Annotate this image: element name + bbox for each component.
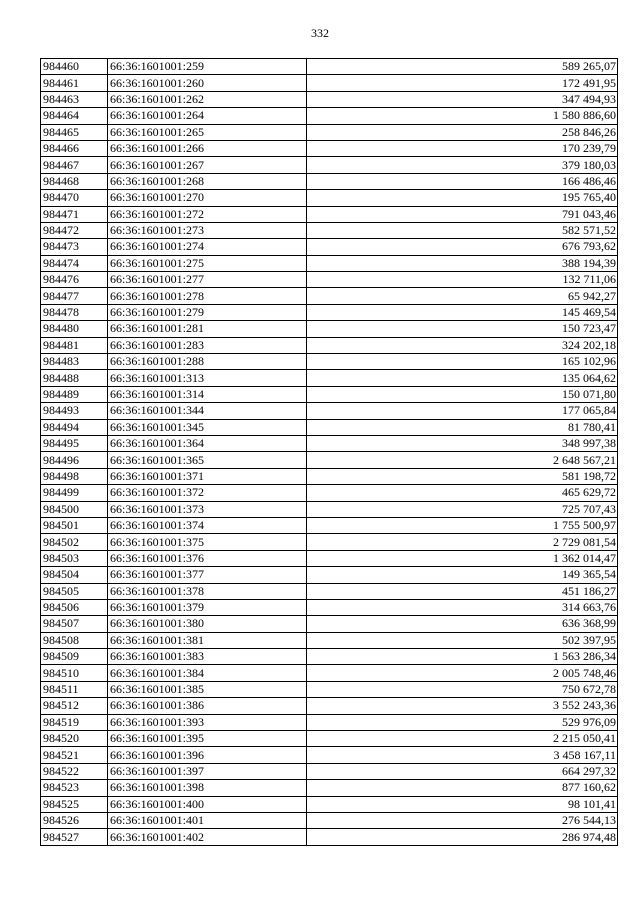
cadastral-value-cell: 1 755 500,97 xyxy=(307,517,618,533)
cadastral-value-cell: 451 186,27 xyxy=(307,583,618,599)
table-row xyxy=(41,747,618,763)
record-id-cell: 984500 xyxy=(41,501,108,517)
table-row xyxy=(41,255,618,271)
record-id-cell: 984481 xyxy=(41,337,108,353)
table-row xyxy=(41,173,618,189)
record-id-cell: 984526 xyxy=(41,812,108,828)
registry-table xyxy=(40,58,618,846)
record-id-cell: 984519 xyxy=(41,714,108,730)
cadastral-number-cell: 66:36:1601001:398 xyxy=(108,780,307,796)
table-row xyxy=(41,75,618,91)
cadastral-number-cell: 66:36:1601001:364 xyxy=(108,435,307,451)
cadastral-number-cell: 66:36:1601001:374 xyxy=(108,517,307,533)
registry-table-body xyxy=(41,59,618,846)
record-id-cell: 984493 xyxy=(41,403,108,419)
cadastral-number-cell: 66:36:1601001:375 xyxy=(108,534,307,550)
cadastral-number-cell: 66:36:1601001:365 xyxy=(108,452,307,468)
table-row xyxy=(41,59,618,75)
table-row xyxy=(41,321,618,337)
cadastral-value-cell: 791 043,46 xyxy=(307,206,618,222)
cadastral-value-cell: 3 458 167,11 xyxy=(307,747,618,763)
cadastral-number-cell: 66:36:1601001:344 xyxy=(108,403,307,419)
record-id-cell: 984477 xyxy=(41,288,108,304)
record-id-cell: 984476 xyxy=(41,272,108,288)
cadastral-number-cell: 66:36:1601001:283 xyxy=(108,337,307,353)
cadastral-number-cell: 66:36:1601001:379 xyxy=(108,599,307,615)
table-row xyxy=(41,829,618,845)
cadastral-number-cell: 66:36:1601001:381 xyxy=(108,632,307,648)
table-row xyxy=(41,206,618,222)
cadastral-value-cell: 465 629,72 xyxy=(307,485,618,501)
table-row xyxy=(41,157,618,173)
cadastral-value-cell: 177 065,84 xyxy=(307,403,618,419)
record-id-cell: 984483 xyxy=(41,354,108,370)
record-id-cell: 984470 xyxy=(41,190,108,206)
cadastral-value-cell: 589 265,07 xyxy=(307,59,618,75)
cadastral-value-cell: 170 239,79 xyxy=(307,140,618,156)
cadastral-value-cell: 1 580 886,60 xyxy=(307,108,618,124)
table-row xyxy=(41,452,618,468)
cadastral-value-cell: 276 544,13 xyxy=(307,812,618,828)
cadastral-value-cell: 132 711,06 xyxy=(307,272,618,288)
table-row xyxy=(41,419,618,435)
cadastral-value-cell: 324 202,18 xyxy=(307,337,618,353)
cadastral-number-cell: 66:36:1601001:345 xyxy=(108,419,307,435)
table-row xyxy=(41,583,618,599)
cadastral-value-cell: 529 976,09 xyxy=(307,714,618,730)
cadastral-number-cell: 66:36:1601001:288 xyxy=(108,354,307,370)
record-id-cell: 984508 xyxy=(41,632,108,648)
cadastral-number-cell: 66:36:1601001:279 xyxy=(108,304,307,320)
cadastral-number-cell: 66:36:1601001:380 xyxy=(108,616,307,632)
record-id-cell: 984466 xyxy=(41,140,108,156)
table-row xyxy=(41,288,618,304)
cadastral-number-cell: 66:36:1601001:278 xyxy=(108,288,307,304)
record-id-cell: 984494 xyxy=(41,419,108,435)
table-row xyxy=(41,780,618,796)
table-row xyxy=(41,812,618,828)
cadastral-number-cell: 66:36:1601001:281 xyxy=(108,321,307,337)
cadastral-number-cell: 66:36:1601001:402 xyxy=(108,829,307,845)
cadastral-value-cell: 379 180,03 xyxy=(307,157,618,173)
cadastral-value-cell: 347 494,93 xyxy=(307,91,618,107)
cadastral-value-cell: 2 215 050,41 xyxy=(307,731,618,747)
record-id-cell: 984523 xyxy=(41,780,108,796)
cadastral-value-cell: 150 071,80 xyxy=(307,386,618,402)
table-row xyxy=(41,714,618,730)
record-id-cell: 984471 xyxy=(41,206,108,222)
cadastral-value-cell: 166 486,46 xyxy=(307,173,618,189)
cadastral-number-cell: 66:36:1601001:266 xyxy=(108,140,307,156)
cadastral-value-cell: 582 571,52 xyxy=(307,222,618,238)
cadastral-value-cell: 3 552 243,36 xyxy=(307,698,618,714)
cadastral-number-cell: 66:36:1601001:373 xyxy=(108,501,307,517)
cadastral-value-cell: 1 563 286,34 xyxy=(307,649,618,665)
cadastral-number-cell: 66:36:1601001:270 xyxy=(108,190,307,206)
record-id-cell: 984468 xyxy=(41,173,108,189)
cadastral-number-cell: 66:36:1601001:371 xyxy=(108,468,307,484)
cadastral-value-cell: 2 005 748,46 xyxy=(307,665,618,681)
record-id-cell: 984512 xyxy=(41,698,108,714)
cadastral-number-cell: 66:36:1601001:385 xyxy=(108,681,307,697)
record-id-cell: 984467 xyxy=(41,157,108,173)
record-id-cell: 984474 xyxy=(41,255,108,271)
table-row xyxy=(41,517,618,533)
cadastral-value-cell: 388 194,39 xyxy=(307,255,618,271)
record-id-cell: 984525 xyxy=(41,796,108,812)
record-id-cell: 984460 xyxy=(41,59,108,75)
table-row xyxy=(41,681,618,697)
table-row xyxy=(41,386,618,402)
page-number: 332 xyxy=(311,26,329,40)
cadastral-number-cell: 66:36:1601001:384 xyxy=(108,665,307,681)
record-id-cell: 984522 xyxy=(41,763,108,779)
record-id-cell: 984503 xyxy=(41,550,108,566)
table-row xyxy=(41,534,618,550)
record-id-cell: 984521 xyxy=(41,747,108,763)
cadastral-value-cell: 98 101,41 xyxy=(307,796,618,812)
cadastral-value-cell: 1 362 014,47 xyxy=(307,550,618,566)
cadastral-value-cell: 348 997,38 xyxy=(307,435,618,451)
table-row xyxy=(41,140,618,156)
record-id-cell: 984480 xyxy=(41,321,108,337)
table-row xyxy=(41,91,618,107)
record-id-cell: 984472 xyxy=(41,222,108,238)
record-id-cell: 984502 xyxy=(41,534,108,550)
cadastral-number-cell: 66:36:1601001:275 xyxy=(108,255,307,271)
cadastral-number-cell: 66:36:1601001:401 xyxy=(108,812,307,828)
cadastral-value-cell: 502 397,95 xyxy=(307,632,618,648)
table-row xyxy=(41,567,618,583)
cadastral-value-cell: 165 102,96 xyxy=(307,354,618,370)
cadastral-value-cell: 581 198,72 xyxy=(307,468,618,484)
table-row xyxy=(41,468,618,484)
table-row xyxy=(41,403,618,419)
cadastral-value-cell: 725 707,43 xyxy=(307,501,618,517)
cadastral-number-cell: 66:36:1601001:314 xyxy=(108,386,307,402)
record-id-cell: 984520 xyxy=(41,731,108,747)
record-id-cell: 984488 xyxy=(41,370,108,386)
cadastral-number-cell: 66:36:1601001:259 xyxy=(108,59,307,75)
record-id-cell: 984496 xyxy=(41,452,108,468)
cadastral-number-cell: 66:36:1601001:383 xyxy=(108,649,307,665)
cadastral-value-cell: 877 160,62 xyxy=(307,780,618,796)
record-id-cell: 984527 xyxy=(41,829,108,845)
table-row xyxy=(41,599,618,615)
cadastral-number-cell: 66:36:1601001:260 xyxy=(108,75,307,91)
table-row xyxy=(41,108,618,124)
cadastral-value-cell: 258 846,26 xyxy=(307,124,618,140)
cadastral-number-cell: 66:36:1601001:274 xyxy=(108,239,307,255)
record-id-cell: 984464 xyxy=(41,108,108,124)
table-row xyxy=(41,665,618,681)
table-row xyxy=(41,616,618,632)
cadastral-number-cell: 66:36:1601001:267 xyxy=(108,157,307,173)
record-id-cell: 984511 xyxy=(41,681,108,697)
cadastral-number-cell: 66:36:1601001:268 xyxy=(108,173,307,189)
table-row xyxy=(41,124,618,140)
record-id-cell: 984489 xyxy=(41,386,108,402)
record-id-cell: 984506 xyxy=(41,599,108,615)
cadastral-value-cell: 150 723,47 xyxy=(307,321,618,337)
cadastral-value-cell: 149 365,54 xyxy=(307,567,618,583)
table-row xyxy=(41,354,618,370)
cadastral-number-cell: 66:36:1601001:377 xyxy=(108,567,307,583)
cadastral-value-cell: 145 469,54 xyxy=(307,304,618,320)
record-id-cell: 984509 xyxy=(41,649,108,665)
cadastral-number-cell: 66:36:1601001:386 xyxy=(108,698,307,714)
record-id-cell: 984461 xyxy=(41,75,108,91)
cadastral-value-cell: 195 765,40 xyxy=(307,190,618,206)
table-row xyxy=(41,550,618,566)
table-row xyxy=(41,239,618,255)
table-row xyxy=(41,731,618,747)
cadastral-value-cell: 750 672,78 xyxy=(307,681,618,697)
table-row xyxy=(41,272,618,288)
cadastral-value-cell: 314 663,76 xyxy=(307,599,618,615)
cadastral-number-cell: 66:36:1601001:372 xyxy=(108,485,307,501)
table-row xyxy=(41,649,618,665)
cadastral-number-cell: 66:36:1601001:272 xyxy=(108,206,307,222)
record-id-cell: 984463 xyxy=(41,91,108,107)
cadastral-number-cell: 66:36:1601001:397 xyxy=(108,763,307,779)
cadastral-number-cell: 66:36:1601001:396 xyxy=(108,747,307,763)
cadastral-value-cell: 636 368,99 xyxy=(307,616,618,632)
cadastral-number-cell: 66:36:1601001:313 xyxy=(108,370,307,386)
record-id-cell: 984498 xyxy=(41,468,108,484)
record-id-cell: 984507 xyxy=(41,616,108,632)
cadastral-value-cell: 135 064,62 xyxy=(307,370,618,386)
cadastral-number-cell: 66:36:1601001:378 xyxy=(108,583,307,599)
table-row xyxy=(41,485,618,501)
cadastral-value-cell: 2 729 081,54 xyxy=(307,534,618,550)
cadastral-value-cell: 676 793,62 xyxy=(307,239,618,255)
table-row xyxy=(41,304,618,320)
table-row xyxy=(41,370,618,386)
record-id-cell: 984505 xyxy=(41,583,108,599)
cadastral-number-cell: 66:36:1601001:262 xyxy=(108,91,307,107)
cadastral-number-cell: 66:36:1601001:265 xyxy=(108,124,307,140)
table-row xyxy=(41,337,618,353)
record-id-cell: 984501 xyxy=(41,517,108,533)
cadastral-number-cell: 66:36:1601001:273 xyxy=(108,222,307,238)
record-id-cell: 984499 xyxy=(41,485,108,501)
record-id-cell: 984504 xyxy=(41,567,108,583)
cadastral-value-cell: 286 974,48 xyxy=(307,829,618,845)
table-row xyxy=(41,222,618,238)
cadastral-number-cell: 66:36:1601001:395 xyxy=(108,731,307,747)
cadastral-number-cell: 66:36:1601001:400 xyxy=(108,796,307,812)
table-row xyxy=(41,632,618,648)
cadastral-number-cell: 66:36:1601001:277 xyxy=(108,272,307,288)
table-row xyxy=(41,190,618,206)
table-row xyxy=(41,698,618,714)
cadastral-value-cell: 81 780,41 xyxy=(307,419,618,435)
cadastral-number-cell: 66:36:1601001:376 xyxy=(108,550,307,566)
table-row xyxy=(41,796,618,812)
record-id-cell: 984473 xyxy=(41,239,108,255)
table-row xyxy=(41,501,618,517)
table-row xyxy=(41,435,618,451)
cadastral-number-cell: 66:36:1601001:264 xyxy=(108,108,307,124)
cadastral-value-cell: 2 648 567,21 xyxy=(307,452,618,468)
record-id-cell: 984478 xyxy=(41,304,108,320)
record-id-cell: 984510 xyxy=(41,665,108,681)
cadastral-value-cell: 172 491,95 xyxy=(307,75,618,91)
cadastral-value-cell: 65 942,27 xyxy=(307,288,618,304)
cadastral-number-cell: 66:36:1601001:393 xyxy=(108,714,307,730)
record-id-cell: 984465 xyxy=(41,124,108,140)
table-row xyxy=(41,763,618,779)
record-id-cell: 984495 xyxy=(41,435,108,451)
cadastral-value-cell: 664 297,32 xyxy=(307,763,618,779)
